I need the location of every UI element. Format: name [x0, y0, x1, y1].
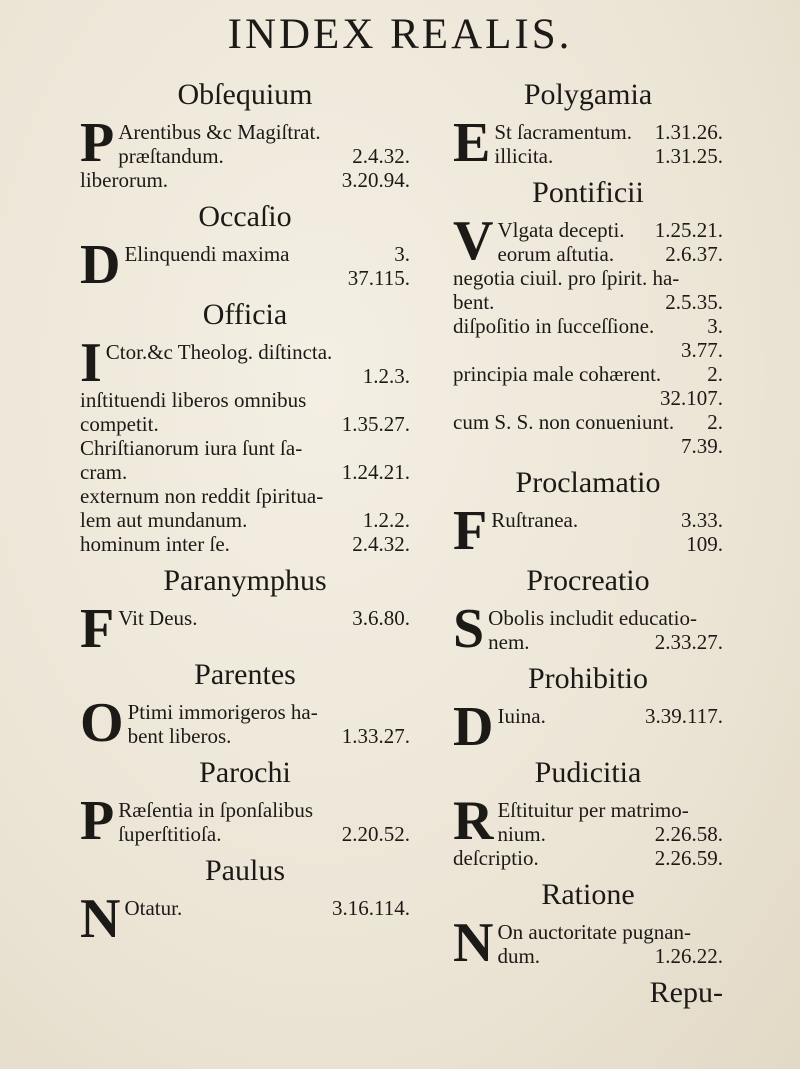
entry-text: nium. [497, 822, 546, 846]
entry-text: ſuperſtitioſa. [118, 822, 222, 846]
page-reference: 2. [707, 362, 723, 386]
entry-line [453, 290, 723, 314]
entry-line [453, 846, 723, 870]
entry-text: eorum aſtutia. [497, 242, 615, 266]
entry-line [497, 798, 723, 822]
entry-text: diſpoſitio in ſucceſſione. [453, 314, 655, 338]
index-entry [80, 692, 410, 754]
index-entry [80, 888, 410, 950]
entry-line [118, 120, 410, 144]
page-reference: 3.33. [681, 508, 723, 532]
entry-text: On auctoritate pugnan- [497, 920, 692, 944]
page-reference: 1.25.21. [654, 218, 723, 242]
entry-line [453, 434, 723, 458]
page-reference: 2.4.32. [352, 532, 410, 556]
section-heading: Polygamia [523, 78, 653, 111]
entry-line [488, 630, 723, 654]
index-entry [453, 696, 723, 758]
entry-text: Iuina. [497, 704, 546, 728]
page-reference: 1.24.21. [341, 460, 410, 484]
entry-text: Eſtituitur per matrimo- [497, 798, 689, 822]
page-reference: 1.2.3. [362, 364, 410, 388]
entry-text: dum. [497, 944, 541, 968]
drop-capital: N [80, 888, 121, 950]
entry-line [497, 242, 723, 266]
drop-capital: N [453, 912, 494, 974]
drop-capital: R [453, 790, 494, 852]
page-reference: 1.2.2. [362, 508, 410, 532]
entry-line [124, 266, 410, 290]
section-heading: Parentes [194, 658, 296, 691]
entry-text: lem aut mundanum. [80, 508, 248, 532]
entry-line [491, 508, 723, 532]
entry-line [453, 362, 723, 386]
entry-text: Vlgata decepti. [497, 218, 625, 242]
page-reference: 2.4.32. [352, 144, 410, 168]
entry-line [497, 704, 723, 728]
section-heading: Paulus [204, 854, 285, 887]
right-column [453, 78, 723, 1018]
drop-capital: P [80, 112, 115, 174]
page-reference: 3.6.80. [352, 606, 410, 630]
entry-line [118, 822, 410, 846]
entry-line [453, 386, 723, 410]
page-reference: 3.39.117. [645, 704, 723, 728]
drop-capital: E [453, 112, 491, 174]
entry-line [497, 944, 723, 968]
entry-text: competit. [80, 412, 159, 436]
entry-text: Arentibus &c Magiſtrat. [118, 120, 321, 144]
index-entry [453, 790, 723, 870]
left-column [80, 78, 410, 948]
index-entry [80, 234, 410, 296]
entry-line [453, 314, 723, 338]
section-heading: Occaſio [198, 200, 292, 233]
entry-text: St ſacramentum. [494, 120, 632, 144]
entry-line [453, 338, 723, 362]
entry-text: bent. [453, 290, 495, 314]
page-reference: 1.31.26. [654, 120, 723, 144]
section-heading: Ratione [541, 878, 635, 911]
page-reference: 2.6.37. [665, 242, 723, 266]
page-reference: 2.26.58. [654, 822, 723, 846]
catchword: Repu- [649, 976, 723, 1009]
entry-line [106, 364, 410, 388]
page-reference: 2.33.27. [654, 630, 723, 654]
entry-text: bent liberos. [127, 724, 232, 748]
entry-line [497, 920, 723, 944]
section-heading: Paranymphus [163, 564, 327, 597]
entry-line [491, 532, 723, 556]
page-reference: 3.20.94. [341, 168, 410, 192]
entry-line [118, 798, 410, 822]
entry-text: negotia ciuil. pro ſpirit. ha- [453, 266, 680, 290]
drop-capital: S [453, 598, 485, 660]
page-reference: 1.31.25. [654, 144, 723, 168]
entry-text: Ræſentia in ſponſalibus [118, 798, 314, 822]
entry-line [80, 436, 410, 460]
entry-text: Ruſtranea. [491, 508, 579, 532]
page-reference: 1.26.22. [654, 944, 723, 968]
drop-capital: O [80, 692, 124, 754]
index-entry [453, 500, 723, 562]
section-heading: Proclamatio [515, 466, 661, 499]
section-heading: Pudicitia [534, 756, 642, 789]
page-reference: 2.5.35. [665, 290, 723, 314]
entry-line [80, 484, 410, 508]
entry-text: Ctor.&c Theolog. diſtincta. [105, 340, 333, 364]
entry-text: Chriſtianorum iura ſunt ſa- [80, 436, 303, 460]
entry-line [488, 606, 723, 630]
section-heading: Obſequium [177, 78, 313, 111]
entry-text: liberorum. [80, 168, 169, 192]
page-reference: 2.26.59. [654, 846, 723, 870]
page-reference: 37.115. [347, 266, 410, 290]
entry-line [497, 218, 723, 242]
entry-text: Elinquendi maxima [124, 242, 290, 266]
section-heading: Officia [202, 298, 288, 331]
drop-capital: F [80, 598, 115, 660]
drop-capital: D [80, 234, 121, 296]
entry-line [80, 460, 410, 484]
entry-line [118, 606, 410, 630]
entry-text: Ptimi immorigeros ha- [127, 700, 318, 724]
entry-text: Vit Deus. [118, 606, 198, 630]
entry-line [128, 724, 410, 748]
page-reference: 3. [707, 314, 723, 338]
entry-line [453, 410, 723, 434]
entry-line [494, 120, 723, 144]
index-entry [80, 790, 410, 852]
index-entry [80, 332, 410, 556]
entry-text: Obolis includit educatio- [488, 606, 697, 630]
section-heading: Parochi [199, 756, 291, 789]
index-entry [453, 598, 723, 660]
entry-text: inſtituendi liberos omnibus [80, 388, 307, 412]
entry-line [118, 144, 410, 168]
entry-text: nem. [488, 630, 530, 654]
entry-text: externum non reddit ſpiritua- [80, 484, 324, 508]
drop-capital: F [453, 500, 488, 562]
page-reference: 3.16.114. [332, 896, 410, 920]
index-entry [453, 912, 723, 974]
entry-line [124, 242, 410, 266]
section-heading: Procreatio [526, 564, 650, 597]
index-entry [453, 112, 723, 174]
entry-line [80, 168, 410, 192]
page-reference: 1.35.27. [341, 412, 410, 436]
page-reference: 2.20.52. [341, 822, 410, 846]
entry-text: Otatur. [124, 896, 183, 920]
entry-line [128, 700, 410, 724]
entry-line [453, 266, 723, 290]
entry-line [124, 896, 410, 920]
section-heading: Pontificii [532, 176, 644, 209]
entry-text: illicita. [494, 144, 554, 168]
entry-text: principia male cohærent. [453, 362, 662, 386]
section-heading: Prohibitio [527, 662, 648, 695]
entry-line [80, 532, 410, 556]
index-entry [80, 112, 410, 192]
entry-text: cum S. S. non conueniunt. [453, 410, 675, 434]
entry-line [494, 144, 723, 168]
page-reference: 3. [394, 242, 410, 266]
drop-capital: P [80, 790, 115, 852]
entry-text: hominum inter ſe. [80, 532, 230, 556]
page-reference: 1.33.27. [341, 724, 410, 748]
page-reference: 7.39. [681, 434, 723, 458]
index-entry [453, 210, 723, 458]
page-reference: 3.77. [681, 338, 723, 362]
index-entry [80, 598, 410, 660]
entry-text: præſtandum. [118, 144, 224, 168]
entry-line [80, 508, 410, 532]
page-reference: 109. [686, 532, 723, 556]
page-title: INDEX REALIS. [227, 11, 573, 58]
entry-line [106, 340, 410, 364]
entry-line [497, 822, 723, 846]
page-reference: 2. [707, 410, 723, 434]
entry-text: cram. [80, 460, 128, 484]
drop-capital: D [453, 696, 494, 758]
entry-line [80, 388, 410, 412]
drop-capital: I [80, 332, 102, 394]
page-reference: 32.107. [660, 386, 723, 410]
drop-capital: V [453, 210, 494, 272]
entry-text: deſcriptio. [453, 846, 539, 870]
entry-line [80, 412, 410, 436]
